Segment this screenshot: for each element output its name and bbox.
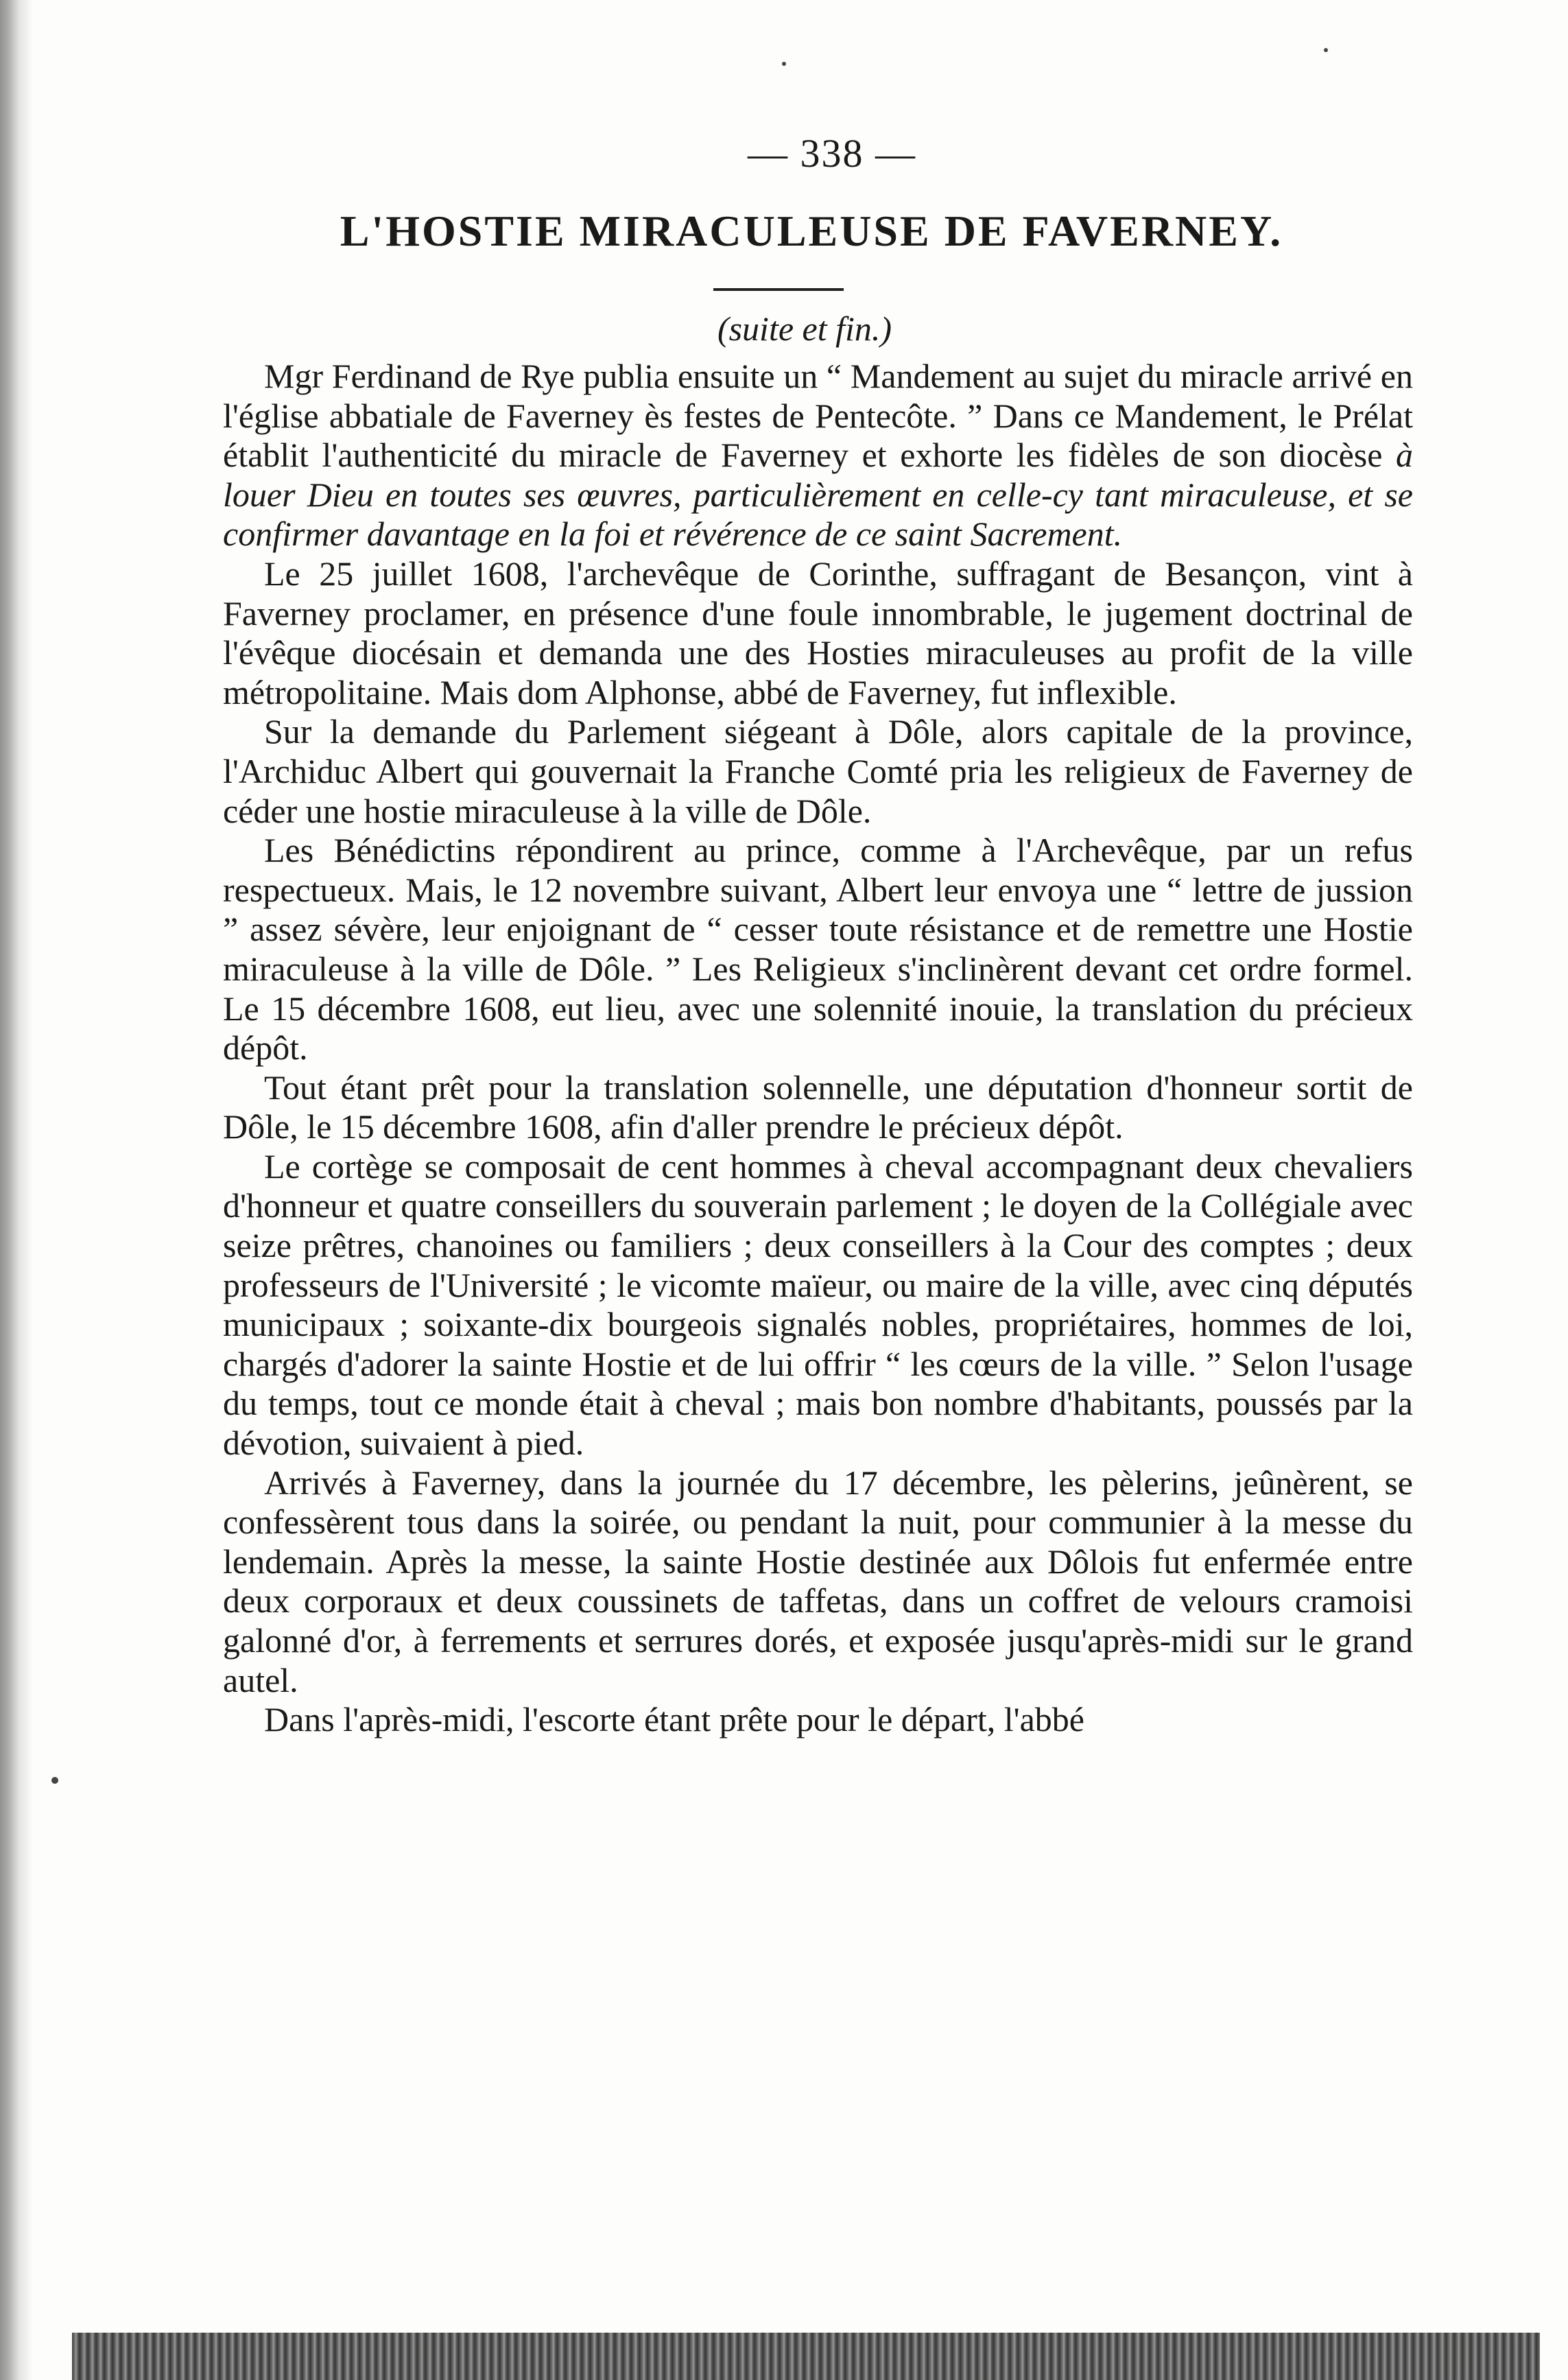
paragraph-4: Les Bénédictins répondirent au prince, comme à l'Archevêque, par un refus respectueux. Mais, le 12 novembre suivant, Albert leur envoya une “ lettre de jussion ” assez sévère, leur enjoignant de “ cesser toute résistance et de remettre une Hostie miraculeuse à la ville de Dôle. ” Les Religieux s'inclinèrent devant cet ordre formel. Le 15 décembre 1608, eut lieu, avec une solennité inouie, la translation du précieux dépôt.: [223, 831, 1413, 1068]
paragraph-2: Le 25 juillet 1608, l'archevêque de Corinthe, suffragant de Besançon, vint à Faverney proclamer, en présence d'une foule innombrable, le jugement doctrinal de l'évêque diocésain et demanda une des Hosties miraculeuses au profit de la ville métropolitaine. Mais dom Alphonse, abbé de Faverney, fut inflexible.: [223, 554, 1413, 711]
page-number: — 338 —: [748, 131, 916, 176]
title-divider: [713, 288, 844, 291]
paragraph-1-quote: à louer Dieu en toutes ses œuvres, particulièrement en celle-cy tant miraculeuse, et se confirmer davantage en la foi et révérence de ce saint Sacrement.: [223, 436, 1413, 554]
scan-bottom-edge: [72, 2333, 1540, 2380]
scan-speck: [782, 62, 786, 66]
paragraph-1: [223, 357, 1413, 554]
article-subtitle: (suite et fin.): [717, 309, 892, 348]
paragraph-6: Le cortège se composait de cent hommes à cheval accompagnant deux chevaliers d'honneur et quatre conseillers du souverain parlement ; le doyen de la Collégiale avec seize prêtres, chanoines ou familiers ; deux conseillers à la Cour des comptes ; deux professeurs de l'Université ; le vicomte maïeur, ou maire de la ville, avec cinq députés municipaux ; soixante-dix bourgeois signalés nobles, propriétaires, hommes de loi, chargés d'adorer la sainte Hostie et de lui offrir “ les cœurs de la ville. ” Selon l'usage du temps, tout ce monde était à cheval ; mais bon nombre d'habitants, poussés par la dévotion, suivaient à pied.: [223, 1146, 1413, 1463]
article-title: L'HOSTIE MIRACULEUSE DE FAVERNEY.: [340, 207, 1283, 255]
article-body: [223, 357, 1413, 1740]
paragraph-3: Sur la demande du Parlement siégeant à Dôle, alors capitale de la province, l'Archiduc Albert qui gouvernait la Franche Comté pria les religieux de Faverney de céder une hostie miraculeuse à la ville de Dôle.: [223, 712, 1413, 830]
scan-speck: [51, 1777, 58, 1784]
paragraph-1-text: Mgr Ferdinand de Rye publia ensuite un “ Mandement au sujet du miracle arrivé en l'église abbatiale de Faverney ès festes de Pentecôte. ” Dans ce Mandement, le Prélat établit l'authenticité du miracle de Faverney et exhorte les fidèles de son diocèse: [223, 357, 1413, 475]
paragraph-5: Tout étant prêt pour la translation solennelle, une députation d'honneur sortit de Dôle, le 15 décembre 1608, afin d'aller prendre le précieux dépôt.: [223, 1068, 1413, 1146]
scan-binding-edge: [0, 0, 33, 2380]
paragraph-8: Dans l'après-midi, l'escorte étant prête pour le départ, l'abbé: [264, 1700, 1084, 1739]
scan-speck: [1324, 48, 1328, 52]
paragraph-7: Arrivés à Faverney, dans la journée du 17 décembre, les pèlerins, jeûnèrent, se confessèrent tous dans la soirée, ou pendant la nuit, pour communier à la messe du lendemain. Après la messe, la sainte Hostie destinée aux Dôlois fut enfermée entre deux corporaux et deux coussinets de taffetas, dans un coffret de velours cramoisi galonné d'or, à ferrements et serrures dorés, et exposée jusqu'après-midi sur le grand autel.: [223, 1463, 1413, 1699]
